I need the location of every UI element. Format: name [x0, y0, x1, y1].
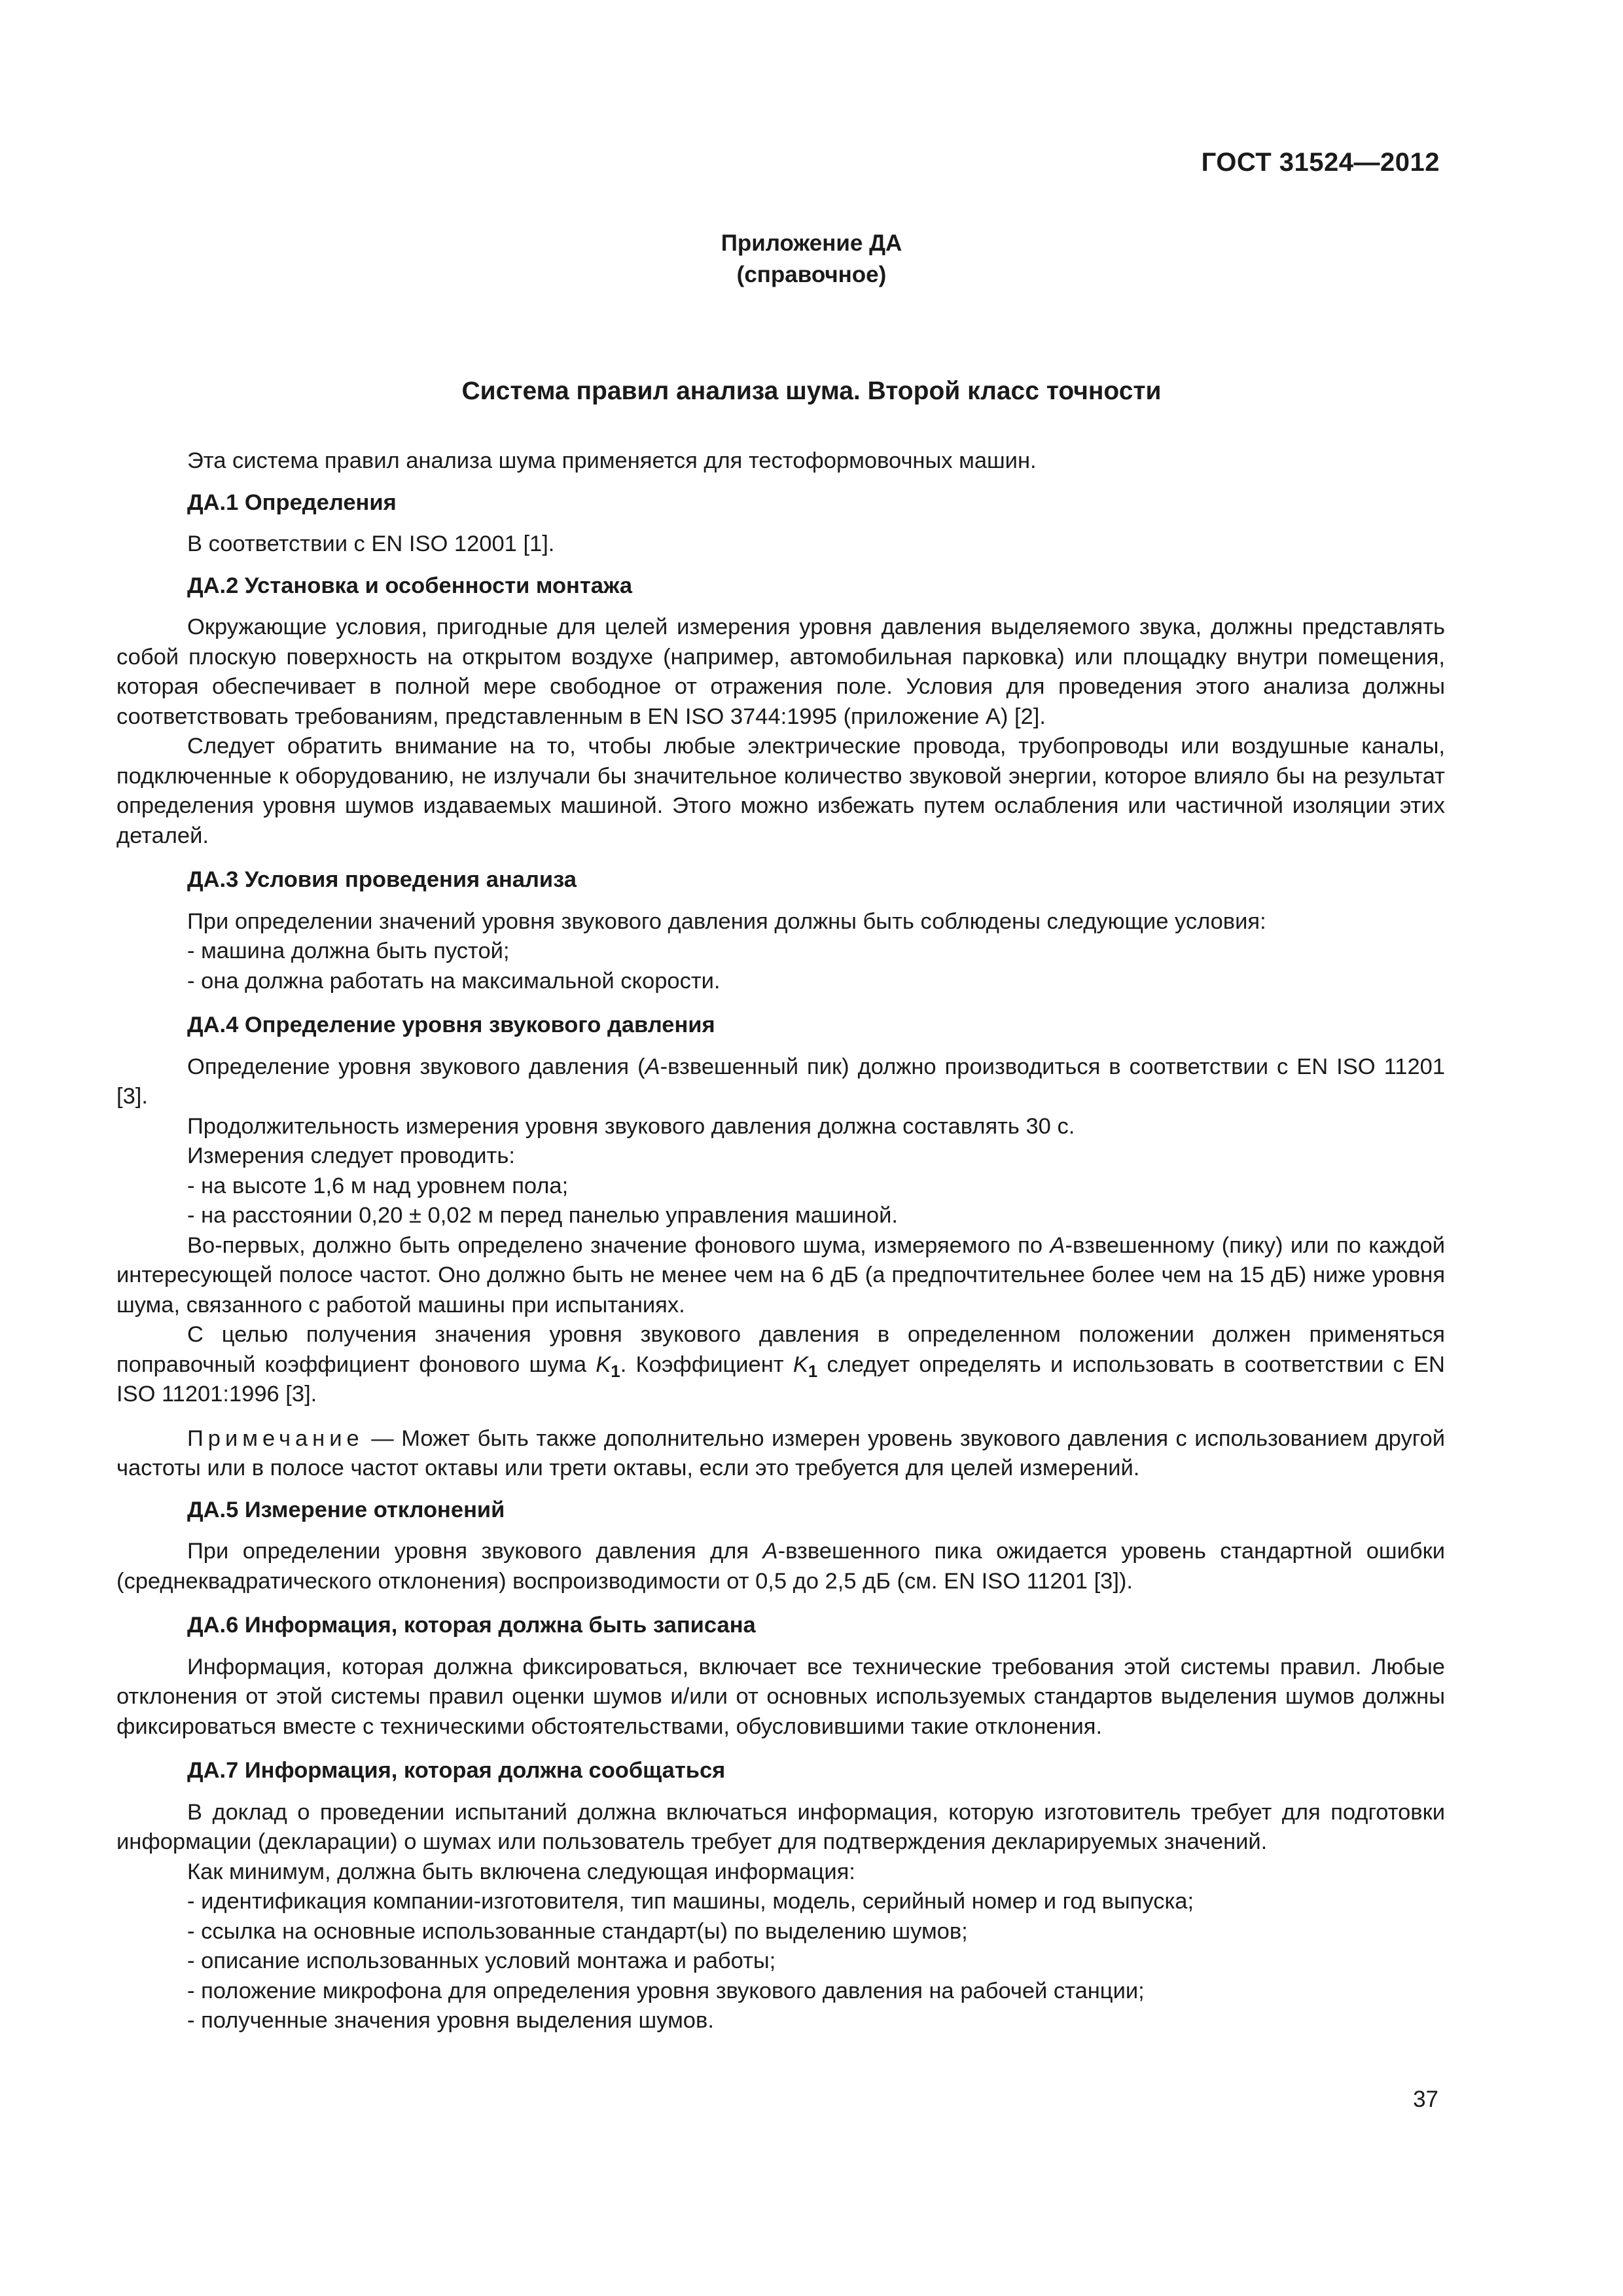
- note-paragraph: Примечание — Может быть также дополнительно измерен уровень звукового давления с использованием другой частоты или в полосе частот октавы или трети октавы, если это требуется для целей измерений.: [116, 1426, 1445, 1480]
- section-heading-da3: ДА.3 Условия проведения анализа: [187, 867, 577, 892]
- page-title: Система правил анализа шума. Второй класс точности: [461, 377, 1162, 405]
- section-heading-da7: ДА.7 Информация, которая должна сообщаться: [187, 1758, 726, 1783]
- list-item: - на расстоянии 0,20 ± 0,02 м перед панелью управления машиной.: [187, 1203, 898, 1228]
- page-number: 37: [1413, 2087, 1438, 2112]
- section-da4-paragraph-5: С целью получения значения уровня звукового давления в определенном положении должен применяться поправочный коэффициент фонового шума $K_1$. Коэффициент $K_1$ следует определять и использовать в соответствии с EN ISO 11201:1996 [3].: [116, 1322, 1445, 1407]
- section-da4-paragraph-2: Продолжительность измерения уровня звукового давления должна составлять 30 с.: [187, 1113, 1075, 1139]
- section-da3-paragraph-1: При определении значений уровня звукового давления должны быть соблюдены следующие условия:: [187, 908, 1266, 934]
- list-item: - идентификация компании-изготовителя, тип машины, модель, серийный номер и год выпуска;: [187, 1889, 1194, 1914]
- list-item: - полученные значения уровня выделения шумов.: [187, 2008, 714, 2033]
- appendix-heading: [0, 228, 1623, 291]
- section-heading-da4: ДА.4 Определение уровня звукового давления: [187, 1013, 715, 1037]
- section-da2-paragraph-2: Следует обратить внимание на то, чтобы любые электрические провода, трубопроводы или воздушные каналы, подключенные к оборудованию, не излучали бы значительное количество звуковой энергии, которое влияло бы на результат определения уровня шумов издаваемых машиной. Этого можно избежать путем ослабления или частичной изоляции этих деталей.: [116, 734, 1445, 848]
- section-da5-paragraph-1: При определении уровня звукового давления для А-взвешенного пика ожидается уровень стандартной ошибки (среднеквадратического отклонения) воспроизводимости от 0,5 до 2,5 дБ (см. EN ISO 11201 [3]).: [116, 1539, 1445, 1594]
- note-label: Примечание: [187, 1426, 364, 1451]
- section-heading-da1: ДА.1 Определения: [187, 490, 397, 515]
- section-da7-paragraph-1: В доклад о проведении испытаний должна включаться информация, которую изготовитель требует для подготовки информации (декларации) о шумах или пользователь требует для подтверждения декларируемых значений.: [116, 1799, 1445, 1854]
- section-da7-paragraph-2: Как минимум, должна быть включена следующая информация:: [187, 1859, 855, 1884]
- section-da6-paragraph-1: Информация, которая должна фиксироваться, включает все технические требования этой системы правил. Любые отклонения от этой системы правил оценки шумов и/или от основных используемых стандартов выделения шумов должны фиксироваться вместе с техническими обстоятельствами, обусловившими такие отклонения.: [116, 1654, 1445, 1739]
- list-item: - она должна работать на максимальной скорости.: [187, 968, 721, 994]
- section-da4-paragraph-3: Измерения следует проводить:: [187, 1143, 515, 1168]
- list-item: - на высоте 1,6 м над уровнем пола;: [187, 1173, 569, 1198]
- list-item: - ссылка на основные использованные стандарт(ы) по выделению шумов;: [187, 1918, 968, 1944]
- coefficient-symbol: K: [793, 1352, 808, 1377]
- plus-minus-sign: ±: [408, 1203, 421, 1228]
- list-item: - машина должна быть пустой;: [187, 939, 510, 963]
- coefficient-symbol: K: [596, 1352, 611, 1377]
- section-heading-da5: ДА.5 Измерение отклонений: [187, 1497, 505, 1522]
- document-id: ГОСТ 31524—2012: [1201, 148, 1440, 177]
- section-heading-da6: ДА.6 Информация, которая должна быть записана: [187, 1613, 756, 1638]
- appendix-label: Приложение ДА: [721, 230, 902, 256]
- list-item: - положение микрофона для определения уровня звукового давления на рабочей станции;: [187, 1978, 1145, 2003]
- appendix-type: (справочное): [736, 262, 887, 287]
- intro-paragraph: Эта система правил анализа шума применяется для тестоформовочных машин.: [187, 448, 1037, 473]
- list-item: - описание использованных условий монтажа и работы;: [187, 1948, 776, 1973]
- section-da4-paragraph-4: Во-первых, должно быть определено значение фонового шума, измеряемого по А-взвешенному (пику) или по каждой интересующей полосе частот. Оно должно быть не менее чем на 6 дБ (а предпочтительнее более чем на 15 дБ) ниже уровня шума, связанного с работой машины при испытаниях.: [116, 1232, 1445, 1318]
- section-heading-da2: ДА.2 Установка и особенности монтажа: [187, 573, 633, 598]
- section-da4-paragraph-1: Определение уровня звукового давления (А-взвешенный пик) должно производиться в соответствии с EN ISO 11201 [3].: [116, 1054, 1446, 1109]
- section-da2-paragraph-1: Окружающие условия, пригодные для целей измерения уровня давления выделяемого звука, должны представлять собой плоскую поверхность на открытом воздухе (например, автомобильная парковка) или площадку внутри помещения, которая обеспечивает в полной мере свободное от отражения поле. Условия для проведения этого анализа должны соответствовать требованиям, представленным в EN ISO 3744:1995 (приложение А) [2].: [116, 615, 1445, 729]
- section-da1-text: В соответствии с EN ISO 12001 [1].: [187, 531, 555, 556]
- document-body: [116, 446, 1445, 2036]
